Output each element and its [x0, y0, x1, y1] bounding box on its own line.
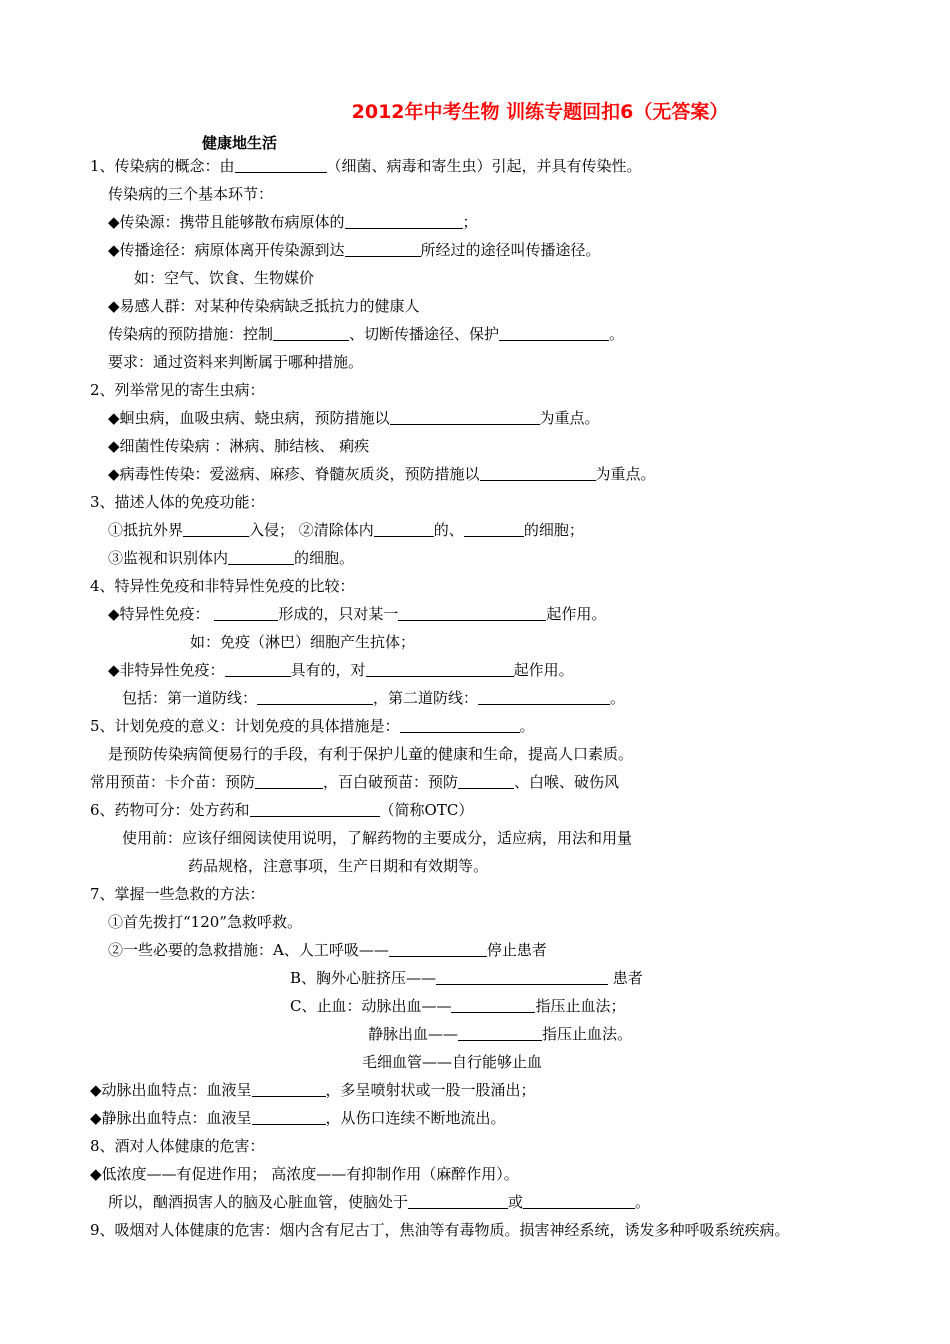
worksheet-line: [90, 1164, 519, 1184]
line-text: 如：免疫（淋巴）细胞产生抗体；: [190, 633, 416, 651]
worksheet-line: [90, 576, 355, 596]
line-text: 。: [609, 325, 625, 343]
line-text: ◆细菌性传染病 ：淋病、肺结核、 痢疾: [108, 437, 370, 455]
line-text: ◆低浓度——有促进作用； 高浓度——有抑制作用（麻醉作用）。: [90, 1165, 519, 1183]
line-text: （细菌、病毒和寄生虫）引起，并具有传染性。: [326, 157, 642, 175]
fill-in-blank[interactable]: [250, 801, 380, 817]
fill-in-blank[interactable]: [183, 521, 249, 537]
line-text: 1、传染病的概念：由: [90, 157, 235, 175]
fill-in-blank[interactable]: [273, 325, 349, 341]
worksheet-line: [122, 828, 632, 848]
line-text: 。: [635, 1193, 651, 1211]
line-text: 起作用。: [513, 661, 574, 679]
worksheet-line: [90, 156, 642, 176]
fill-in-blank[interactable]: [252, 1109, 326, 1125]
line-text: ◆蛔虫病，血吸虫病、蛲虫病，预防措施以: [108, 409, 390, 427]
fill-in-blank[interactable]: [398, 605, 546, 621]
worksheet-line: [108, 744, 633, 764]
line-text: ，百白破预苗：预防: [323, 773, 459, 791]
worksheet-line: [108, 464, 656, 484]
fill-in-blank[interactable]: [255, 773, 323, 789]
line-text: 5、计划免疫的意义：计划免疫的具体措施是：: [90, 717, 400, 735]
line-text: 如：空气、饮食、生物媒价: [134, 269, 315, 287]
fill-in-blank[interactable]: [458, 773, 514, 789]
fill-in-blank[interactable]: [458, 1025, 542, 1041]
line-text: 入侵； ②清除体内: [249, 521, 374, 539]
line-text: 患者: [608, 969, 643, 987]
worksheet-line: [108, 324, 624, 344]
line-text: 要求：通过资料来判断属于哪种措施。: [108, 353, 364, 371]
line-text: 的细胞。: [294, 549, 355, 567]
worksheet-line: [90, 1220, 790, 1240]
worksheet-line: [90, 492, 265, 512]
line-text: 、白喉、破伤风: [514, 773, 620, 791]
worksheet-line: [108, 352, 363, 372]
fill-in-blank[interactable]: [464, 521, 524, 537]
section-subtitle: 健康地生活: [202, 134, 278, 152]
line-text: 或: [508, 1193, 524, 1211]
worksheet-line: [134, 268, 314, 288]
line-text: ◆易感人群：对某种传染病缺乏抵抗力的健康人: [108, 297, 420, 315]
worksheet-line: [108, 604, 606, 624]
line-text: 为重点。: [539, 409, 600, 427]
line-text: ◆静脉出血特点：血液呈: [90, 1109, 252, 1127]
line-text: 毛细血管——自行能够止血: [362, 1053, 543, 1071]
line-text: ②一些必要的急救措施：A、人工呼吸——: [108, 941, 389, 959]
line-text: 包括：第一道防线：: [122, 689, 258, 707]
worksheet-line: [90, 716, 535, 736]
line-text: ，从伤口连续不断地流出。: [325, 1109, 506, 1127]
line-text: 的细胞；: [523, 521, 584, 539]
line-text: ③监视和识别体内: [108, 549, 229, 567]
fill-in-blank[interactable]: [390, 409, 540, 425]
line-text: ◆动脉出血特点：血液呈: [90, 1081, 252, 1099]
line-text: 指压止血法。: [542, 1025, 633, 1043]
worksheet-line: [190, 632, 415, 652]
worksheet-line: [108, 1192, 650, 1212]
fill-in-blank[interactable]: [228, 549, 294, 565]
fill-in-blank[interactable]: [366, 661, 514, 677]
worksheet-line: [108, 240, 601, 260]
line-text: 药品规格，注意事项，生产日期和有效期等。: [188, 857, 489, 875]
fill-in-blank[interactable]: [252, 1081, 326, 1097]
worksheet-line: [108, 436, 369, 456]
fill-in-blank[interactable]: [436, 969, 608, 985]
line-text: 使用前：应该仔细阅读使用说明，了解药物的主要成分，适应病，用法和用量: [122, 829, 633, 847]
worksheet-line: [90, 1136, 265, 1156]
fill-in-blank[interactable]: [257, 689, 373, 705]
worksheet-line: [108, 212, 478, 232]
line-text: ①抵抗外界: [108, 521, 184, 539]
fill-in-blank[interactable]: [214, 605, 278, 621]
fill-in-blank[interactable]: [374, 521, 434, 537]
fill-in-blank[interactable]: [478, 689, 610, 705]
line-text: （简称OTC）: [379, 801, 474, 819]
worksheet-line: [90, 800, 473, 820]
line-text: ◆病毒性传染：爱滋病、麻疹、脊髓灰质炎，预防措施以: [108, 465, 480, 483]
fill-in-blank[interactable]: [400, 717, 520, 733]
line-text: 起作用。: [546, 605, 607, 623]
fill-in-blank[interactable]: [451, 997, 535, 1013]
worksheet-line: [122, 688, 625, 708]
line-text: ；: [462, 213, 478, 231]
line-text: 3、描述人体的免疫功能：: [90, 493, 265, 511]
line-text: 的、: [433, 521, 464, 539]
line-text: ◆传播途径：病原体离开传染源到达: [108, 241, 345, 259]
worksheet-line: [290, 968, 643, 988]
line-text: 传染病的三个基本环节：: [108, 185, 274, 203]
line-text: 所经过的途径叫传播途径。: [420, 241, 601, 259]
fill-in-blank[interactable]: [235, 157, 327, 173]
worksheet-line: [108, 660, 574, 680]
worksheet-line: [108, 940, 547, 960]
line-text: 。: [519, 717, 535, 735]
fill-in-blank[interactable]: [480, 465, 596, 481]
line-text: B、胸外心脏挤压——: [290, 969, 437, 987]
worksheet-line: [368, 1024, 632, 1044]
line-text: 传染病的预防措施：控制: [108, 325, 274, 343]
fill-in-blank[interactable]: [389, 941, 487, 957]
line-text: ◆特异性免疫：: [108, 605, 215, 623]
line-text: ，第二道防线：: [373, 689, 479, 707]
page-title: 2012年中考生物 训练专题回扣6（无答案）: [351, 101, 729, 123]
line-text: 2、列举常见的寄生虫病：: [90, 381, 265, 399]
line-text: 7、掌握一些急救的方法：: [90, 885, 265, 903]
worksheet-line: [108, 520, 584, 540]
fill-in-blank[interactable]: [345, 241, 421, 257]
line-text: 为重点。: [595, 465, 656, 483]
worksheet-line: [290, 996, 626, 1016]
line-text: 形成的，只对某一: [278, 605, 399, 623]
line-text: ，多呈喷射状或一股一股涌出；: [325, 1081, 536, 1099]
worksheet-line: [90, 1108, 506, 1128]
fill-in-blank[interactable]: [345, 213, 463, 229]
fill-in-blank[interactable]: [225, 661, 291, 677]
worksheet-line: [90, 772, 619, 792]
worksheet-line: [90, 1080, 536, 1100]
line-text: 常用预苗：卡介苗：预防: [90, 773, 256, 791]
line-text: ◆非特异性免疫：: [108, 661, 225, 679]
worksheet-line: [108, 548, 354, 568]
line-text: 8、酒对人体健康的危害：: [90, 1137, 265, 1155]
worksheet-line: [108, 296, 420, 316]
line-text: 停止患者: [486, 941, 547, 959]
line-text: 6、药物可分：处方药和: [90, 801, 250, 819]
line-text: C、止血：动脉出血——: [290, 997, 452, 1015]
worksheet-line: [108, 184, 273, 204]
line-text: 。: [610, 689, 626, 707]
fill-in-blank[interactable]: [408, 1193, 508, 1209]
line-text: 9、吸烟对人体健康的危害：烟内含有尼古丁，焦油等有毒物质。损害神经系统，诱发多种呼吸系统疾病。: [90, 1221, 790, 1239]
worksheet-line: [108, 912, 302, 932]
line-text: 、切断传播途径、保护: [349, 325, 500, 343]
line-text: ①首先拨打“120”急救呼救。: [108, 913, 302, 931]
line-text: 静脉出血——: [368, 1025, 459, 1043]
line-text: 具有的，对: [290, 661, 366, 679]
line-text: 是预防传染病简便易行的手段，有利于保护儿童的健康和生命，提高人口素质。: [108, 745, 634, 763]
worksheet-line: [108, 408, 600, 428]
line-text: 所以，酗酒损害人的脑及心脏血管，使脑处于: [108, 1193, 409, 1211]
worksheet-line: [90, 884, 265, 904]
worksheet-line: [362, 1052, 542, 1072]
line-text: ◆传染源：携带且能够散布病原体的: [108, 213, 345, 231]
worksheet-line: [90, 380, 265, 400]
fill-in-blank[interactable]: [499, 325, 609, 341]
line-text: 指压止血法；: [535, 997, 626, 1015]
line-text: 4、特异性免疫和非特异性免疫的比较：: [90, 577, 355, 595]
fill-in-blank[interactable]: [523, 1193, 635, 1209]
worksheet-line: [188, 856, 488, 876]
